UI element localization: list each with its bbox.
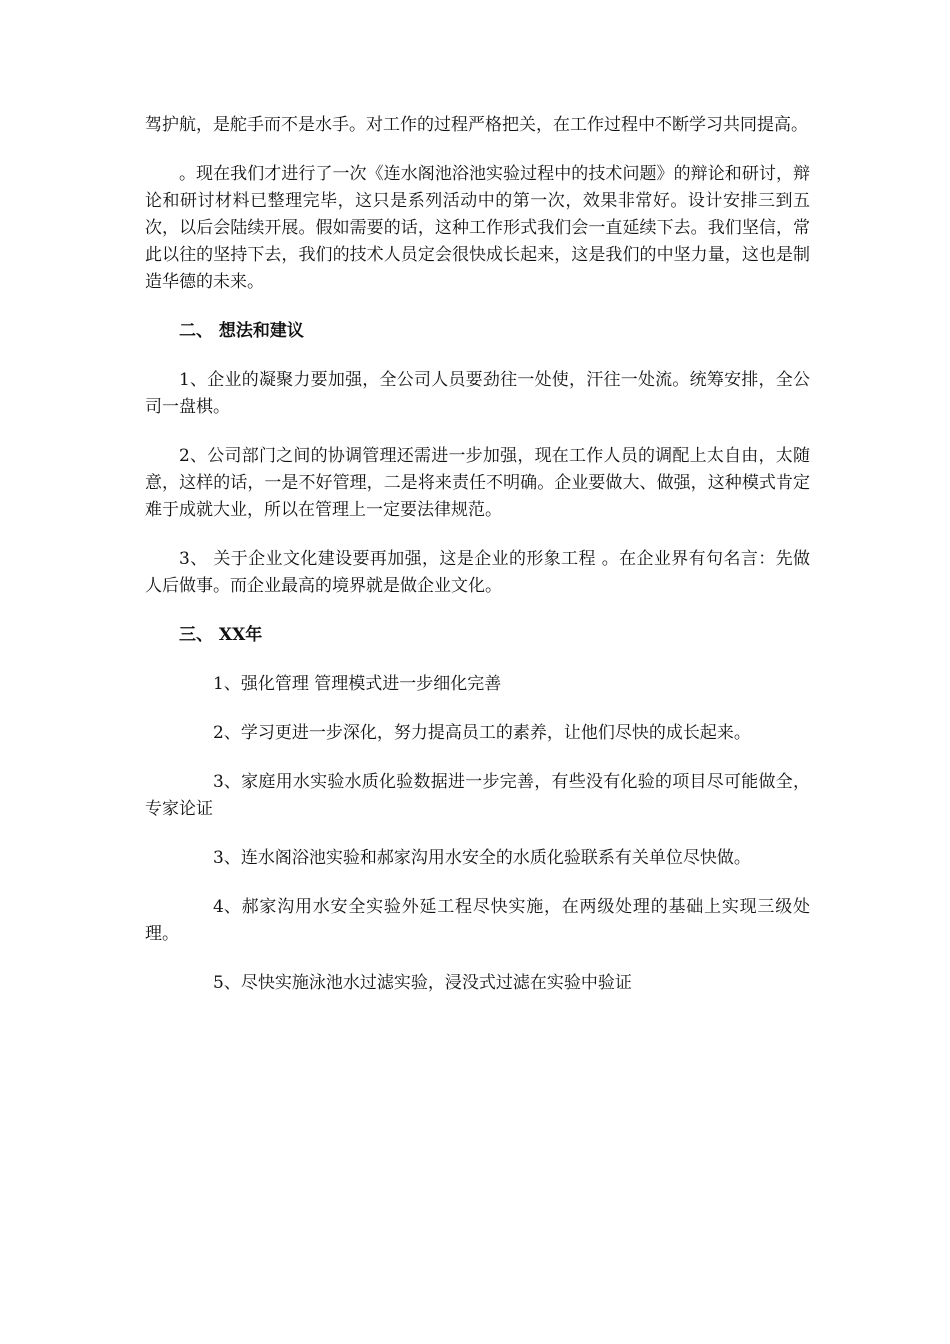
plan-item-text: 强化管理 管理模式进一步细化完善 (240, 674, 502, 694)
plan-item-number: 4、 (213, 897, 241, 917)
plan-item (145, 894, 810, 948)
plan-item-text: 郝家沟用水安全实验外延工程尽快实施，在两级处理的基础上实现三级处理。 (145, 897, 810, 944)
plan-item-number: 3、 (213, 848, 241, 868)
suggestion-item: 3、 关于企业文化建设要再加强，这是企业的形象工程 。在企业界有句名言：先做人后做事。而企业最高的境界就是做企业文化。 (145, 549, 810, 596)
plan-item (145, 671, 810, 698)
plan-item-text: 连水阁浴池实验和郝家沟用水安全的水质化验联系有关单位尽快做。 (240, 848, 751, 868)
section-heading-year-plan: 三、 XX年 (179, 625, 263, 645)
paragraph-debate-summary: 。现在我们才进行了一次《连水阁池浴池实验过程中的技术问题》的辩论和研讨，辩论和研讨材料已整理完毕，这只是系列活动中的第一次，效果非常好。设计安排三到五次，以后会陆续开展。假如需要的话，这种工作形式我们会一直延续下去。我们坚信，常此以往的坚持下去，我们的技术人员定会很快成长起来，这是我们的中坚力量，这也是制造华德的未来。 (145, 164, 810, 292)
plan-item-number: 3、 (213, 772, 241, 792)
plan-item-text: 家庭用水实验水质化验数据进一步完善，有些没有化验的项目尽可能做全，专家论证 (145, 772, 810, 819)
plan-item-number: 1、 (213, 674, 241, 694)
plan-item (145, 970, 810, 997)
document-page (145, 112, 810, 1019)
paragraph-intro-continuation: 驾护航，是舵手而不是水手。对工作的过程严格把关，在工作过程中不断学习共同提高。 (145, 115, 808, 135)
plan-item (145, 769, 810, 823)
suggestion-item: 2、公司部门之间的协调管理还需进一步加强，现在工作人员的调配上太自由，太随意，这样的话，一是不好管理，二是将来责任不明确。企业要做大、做强，这种模式肯定难于成就大业，所以在管理上一定要法律规范。 (145, 446, 810, 520)
plan-item (145, 720, 810, 747)
plan-item (145, 845, 810, 872)
plan-item-text: 尽快实施泳池水过滤实验，浸没式过滤在实验中验证 (240, 973, 632, 993)
plan-item-number: 5、 (213, 973, 241, 993)
plan-item-number: 2、 (213, 723, 241, 743)
section-heading-ideas: 二、 想法和建议 (179, 321, 304, 341)
suggestion-item: 1、企业的凝聚力要加强，全公司人员要劲往一处使，汗往一处流。统筹安排，全公司一盘棋。 (145, 370, 810, 417)
plan-item-text: 学习更进一步深化，努力提高员工的素养，让他们尽快的成长起来。 (240, 723, 751, 743)
